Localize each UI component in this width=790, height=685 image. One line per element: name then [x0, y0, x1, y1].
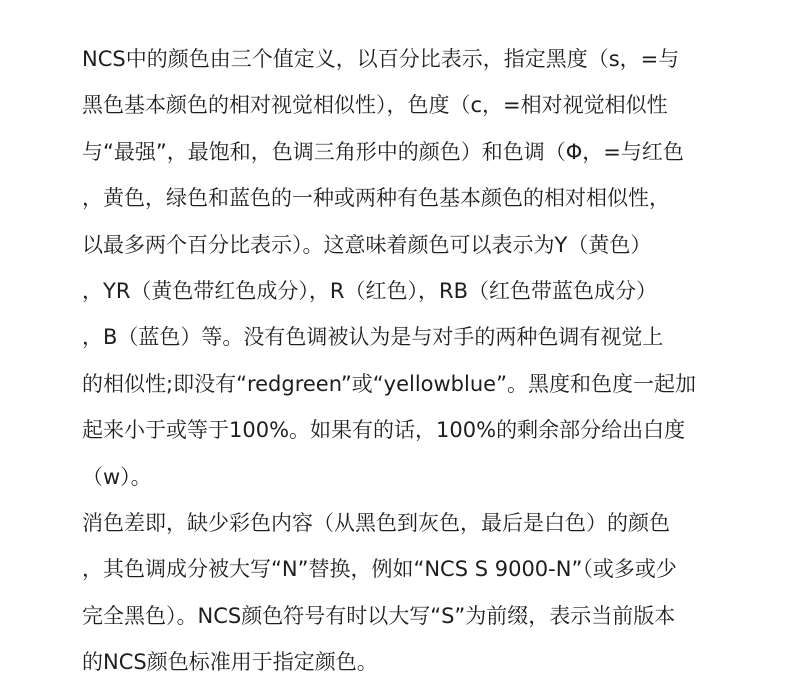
- text-line-5: 以最多两个百分比表示）。这意味着颜色可以表示为Y（黄色）: [82, 232, 652, 257]
- document-body: [82, 36, 708, 685]
- text-line-13: 完全黑色）。NCS颜色符号有时以大写“S”为前缀，表示当前版本: [82, 603, 676, 628]
- text-line-6: ，YR（黄色带红色成分），R（红色），RB（红色带蓝色成分）: [82, 278, 658, 303]
- text-line-2: 黑色基本颜色的相对视觉相似性），色度（c，=相对视觉相似性: [82, 93, 668, 118]
- text-line-11: 消色差即，缺少彩色内容（从黑色到灰色，最后是白色）的颜色: [82, 510, 670, 535]
- text-line-14: 的NCS颜色标准用于指定颜色。: [82, 650, 378, 675]
- text-line-7: ，B（蓝色）等。没有色调被认为是与对手的两种色调有视觉上: [82, 325, 664, 350]
- text-line-12: ，其色调成分被大写“N”替换，例如“NCS S 9000-N”（或多或少: [82, 557, 677, 582]
- text-line-4: ，黄色，绿色和蓝色的一种或两种有色基本颜色的相对相似性，: [82, 186, 670, 211]
- text-line-9: 起来小于或等于100%。如果有的话，100%的剩余部分给出白度: [82, 418, 686, 443]
- text-line-1: NCS中的颜色由三个值定义，以百分比表示，指定黑度（s，=与: [82, 47, 680, 71]
- text-line-10: （w）。: [82, 464, 152, 489]
- text-line-8: 的相似性;即没有“redgreen”或“yellowblue”。黑度和色度一起加: [82, 371, 696, 396]
- text-line-3: 与“最强”，最饱和，色调三角形中的颜色）和色调（Φ，=与红色: [82, 139, 684, 164]
